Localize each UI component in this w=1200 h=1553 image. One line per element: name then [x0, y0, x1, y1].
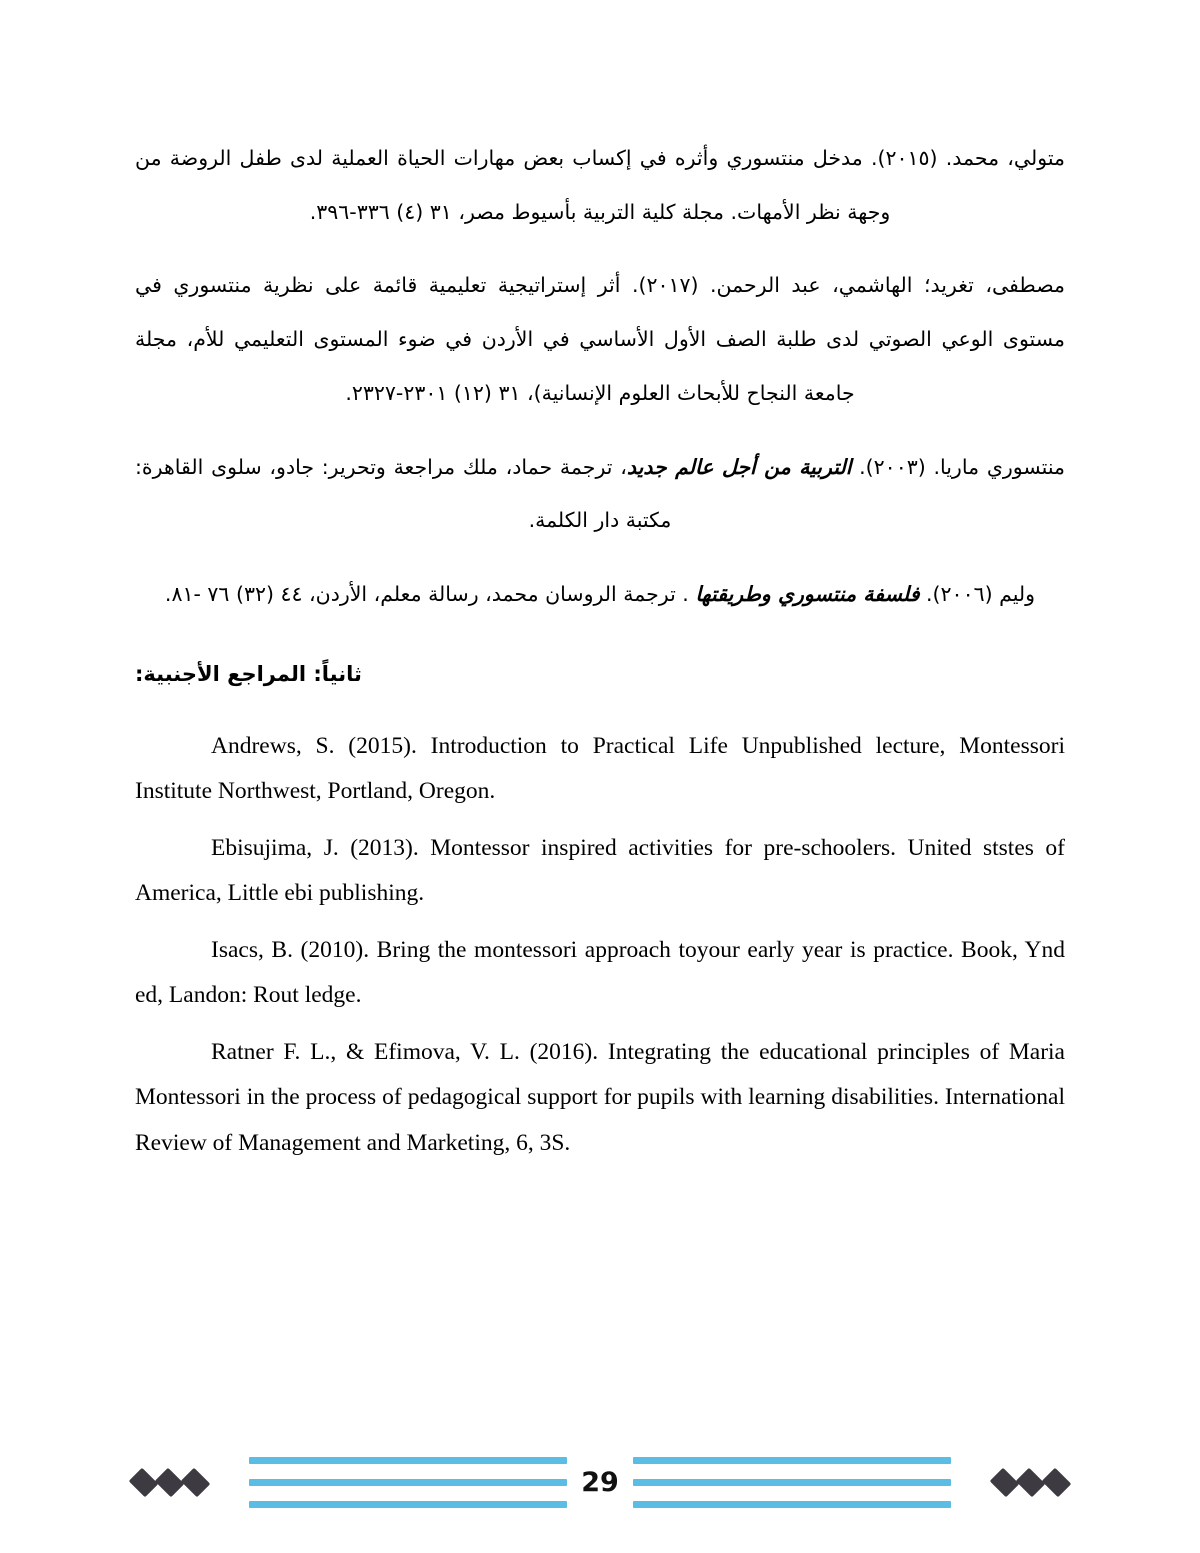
arabic-reference-item	[135, 568, 1065, 622]
english-reference-text: Isacs, B. (2010). Bring the montessori approach toyour early year is practice. Book, Ynd ed, Landon: Rout ledge.	[135, 937, 1065, 1009]
footer-left-rules	[249, 1457, 567, 1508]
foreign-references-heading	[135, 662, 1065, 686]
english-reference-item	[135, 724, 1065, 814]
arabic-reference-item	[135, 132, 1065, 239]
page-number: 29	[581, 1466, 619, 1498]
foreign-references-heading-label: ثانياً: المراجع الأجنبية:	[135, 661, 362, 686]
english-reference-item	[135, 1030, 1065, 1165]
arabic-reference-title-italic: فلسفة منتسوري وطريقتها	[695, 581, 920, 606]
arabic-reference-item	[135, 441, 1065, 548]
arabic-reference-text-cont: . ترجمة الروسان محمد، رسالة معلم، الأردن، ٤٤ (٣٢) ٧٦ -٨١.	[164, 581, 696, 606]
footer-rule-line	[633, 1501, 951, 1508]
english-reference-item	[135, 826, 1065, 916]
footer-rule-line	[633, 1479, 951, 1486]
english-reference-text: Ratner F. L., & Efimova, V. L. (2016). Integrating the educational principles of Maria Montessori in the process of pedagogical support for pupils with learning disabilities. International Review of Management and Marketing, 6, 3S.	[135, 1039, 1065, 1156]
arabic-reference-item	[135, 259, 1065, 420]
english-reference-item	[135, 928, 1065, 1018]
footer-rule-line	[633, 1457, 951, 1464]
footer-right-diamond-ornament	[993, 1471, 1068, 1494]
english-reference-text: Andrews, S. (2015). Introduction to Practical Life Unpublished lecture, Montessori Institute Northwest, Portland, Oregon.	[135, 732, 1065, 804]
diamond-icon	[155, 1467, 185, 1497]
arabic-reference-text: منتسوري ماريا. (٢٠٠٣).	[851, 454, 1065, 479]
diamond-icon	[129, 1467, 159, 1497]
arabic-reference-text-cont: ، ترجمة حماد، ملك مراجعة وتحرير: جادو، سلوى القاهرة: مكتبة دار الكلمة.	[135, 454, 672, 533]
diamond-icon	[1016, 1467, 1046, 1497]
footer-rule-line	[249, 1501, 567, 1508]
arabic-references-list	[135, 132, 1065, 622]
footer-left-diamond-ornament	[132, 1471, 207, 1494]
diamond-icon	[181, 1467, 211, 1497]
footer-right-rules	[633, 1457, 951, 1508]
page-content	[135, 132, 1065, 1178]
diamond-icon	[990, 1467, 1020, 1497]
arabic-reference-text: وليم (٢٠٠٦).	[919, 581, 1036, 606]
diamond-icon	[1042, 1467, 1072, 1497]
english-references-list	[135, 724, 1065, 1166]
page-footer	[0, 1452, 1200, 1512]
arabic-reference-text: متولي، محمد. (٢٠١٥). مدخل منتسوري وأثره في إكساب بعض مهارات الحياة العملية لدى طفل الروضة من وجهة نظر الأمهات. مجلة كلية التربية بأسيوط مصر، ٣١ (٤) ٣٣٦-٣٩٦.	[135, 146, 1065, 224]
arabic-reference-text: مصطفى، تغريد؛ الهاشمي، عبد الرحمن. (٢٠١٧). أثر إستراتيجية تعليمية قائمة على نظرية منتسوري في مستوى الوعي الصوتي لدى طلبة الصف الأول الأساسي في الأردن في ضوء المستوى التعليمي للأم، مجلة جامعة النجاح للأبحاث العلوم الإنسانية)، ٣١ (١٢) ٢٣٠١-٢٣٢٧.	[135, 273, 1065, 405]
footer-rule-line	[249, 1457, 567, 1464]
english-reference-text: Ebisujima, J. (2013). Montessor inspired activities for pre-schoolers. United ststes of America, Little ebi publishing.	[135, 834, 1065, 906]
arabic-reference-title-italic: التربية من أجل عالم جديد	[626, 454, 852, 479]
footer-rule-line	[249, 1479, 567, 1486]
